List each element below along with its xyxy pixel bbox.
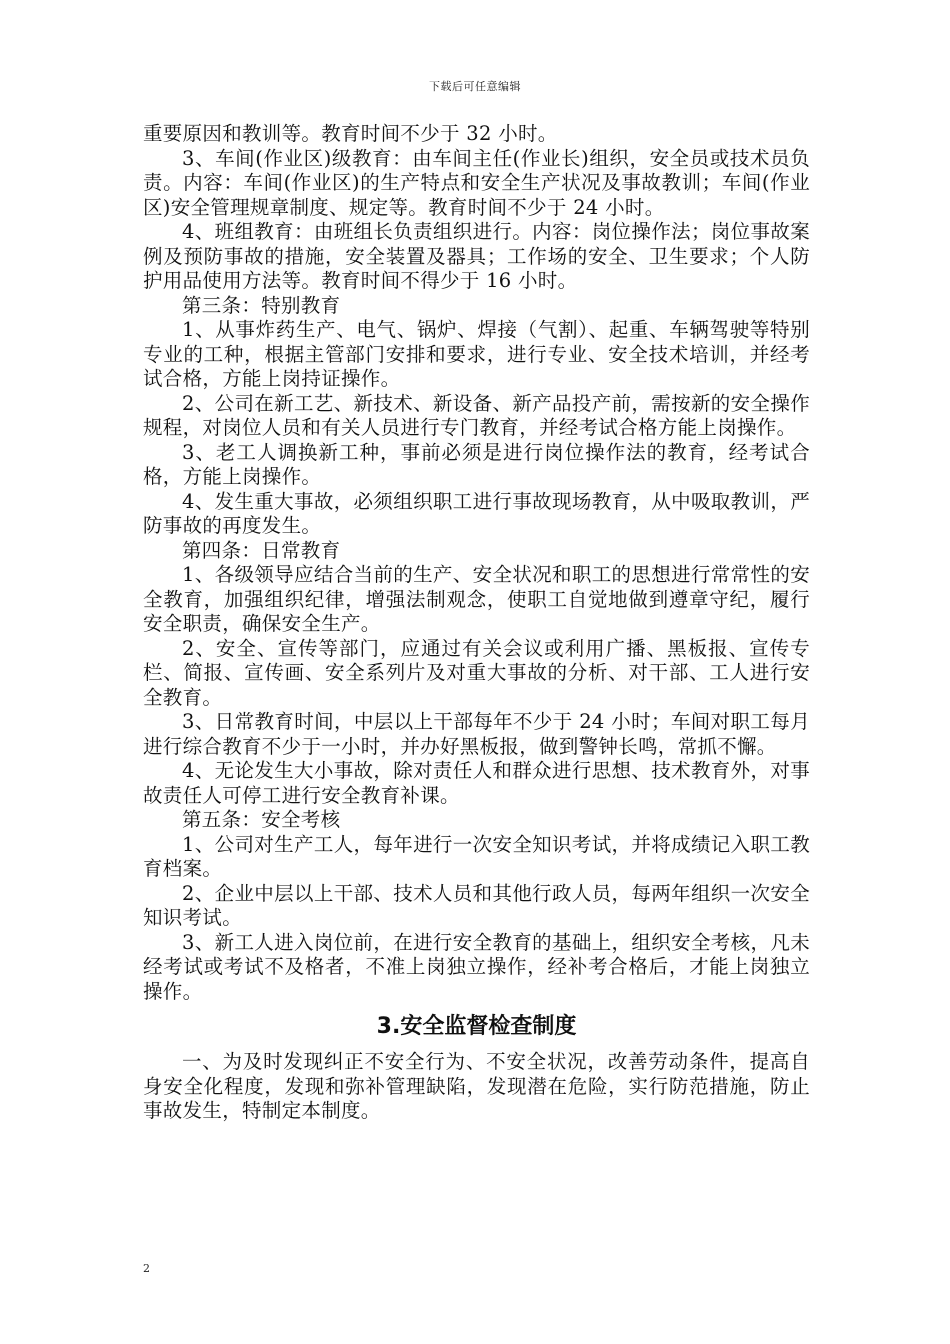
paragraph: 4、无论发生大小事故，除对责任人和群众进行思想、技术教育外，对事故责任人可停工进行安全教育补课。 [143,759,810,807]
paragraph: 1、公司对生产工人，每年进行一次安全知识考试，并将成绩记入职工教育档案。 [143,832,810,880]
paragraph: 1、各级领导应结合当前的生产、安全状况和职工的思想进行常常性的安全教育，加强组织纪律，增强法制观念，使职工自觉地做到遵章守纪，履行安全职责，确保安全生产。 [143,563,810,635]
paragraph: 一、为及时发现纠正不安全行为、不安全状况，改善劳动条件，提高自身安全化程度，发现和弥补管理缺陷，发现潜在危险，实行防范措施，防止事故发生，特制定本制度。 [143,1050,810,1122]
paragraph: 3、日常教育时间，中层以上干部每年不少于 24 小时；车间对职工每月进行综合教育不少于一小时，并办好黑板报，做到警钟长鸣，常抓不懈。 [143,710,810,758]
document-body [143,122,810,1124]
article-heading: 第四条：日常教育 [182,538,341,562]
page-number: 2 [143,1262,150,1275]
paragraph: 2、安全、宣传等部门，应通过有关会议或利用广播、黑板报、宣传专栏、简报、宣传画、安全系列片及对重大事故的分析、对干部、工人进行安全教育。 [143,636,810,709]
page-header: 下载后可任意编辑 [429,80,521,93]
paragraph: 4、发生重大事故，必须组织职工进行事故现场教育，从中吸取教训，严防事故的再度发生。 [143,489,810,537]
paragraph: 2、公司在新工艺、新技术、新设备、新产品投产前，需按新的安全操作规程，对岗位人员和有关人员进行专门教育，并经考试合格方能上岗操作。 [143,391,810,439]
article-heading: 第五条：安全考核 [182,808,341,831]
paragraph: 3、老工人调换新工种，事前必须是进行岗位操作法的教育，经考试合格，方能上岗操作。 [143,440,810,488]
paragraph: 3、新工人进入岗位前，在进行安全教育的基础上，组织安全考核，凡未经考试或考试不及格者，不准上岗独立操作，经补考合格后，才能上岗独立操作。 [143,930,810,1003]
article-heading: 第三条：特别教育 [182,293,341,317]
paragraph: 2、企业中层以上干部、技术人员和其他行政人员，每两年组织一次安全知识考试。 [143,881,810,929]
paragraph: 1、从事炸药生产、电气、锅炉、焊接（气割）、起重、车辆驾驶等特别专业的工种，根据主管部门安排和要求，进行专业、安全技术培训，并经考试合格，方能上岗持证操作。 [143,318,810,390]
paragraph: 3、车间(作业区)级教育：由车间主任(作业长)组织，安全员或技术员负责。内容：车间(作业区)的生产特点和安全生产状况及事故教训；车间(作业区)安全管理规章制度、规定等。教育时间不少于 24 小时。 [143,146,810,219]
paragraph: 重要原因和教训等。教育时间不少于 32 小时。 [143,122,558,145]
section-title: 3.安全监督检查制度 [376,1014,577,1039]
paragraph: 4、班组教育：由班组长负责组织进行。内容：岗位操作法；岗位事故案例及预防事故的措施，安全装置及器具；工作场的安全、卫生要求；个人防护用品使用方法等。教育时间不得少于 16 小时。 [143,220,810,292]
